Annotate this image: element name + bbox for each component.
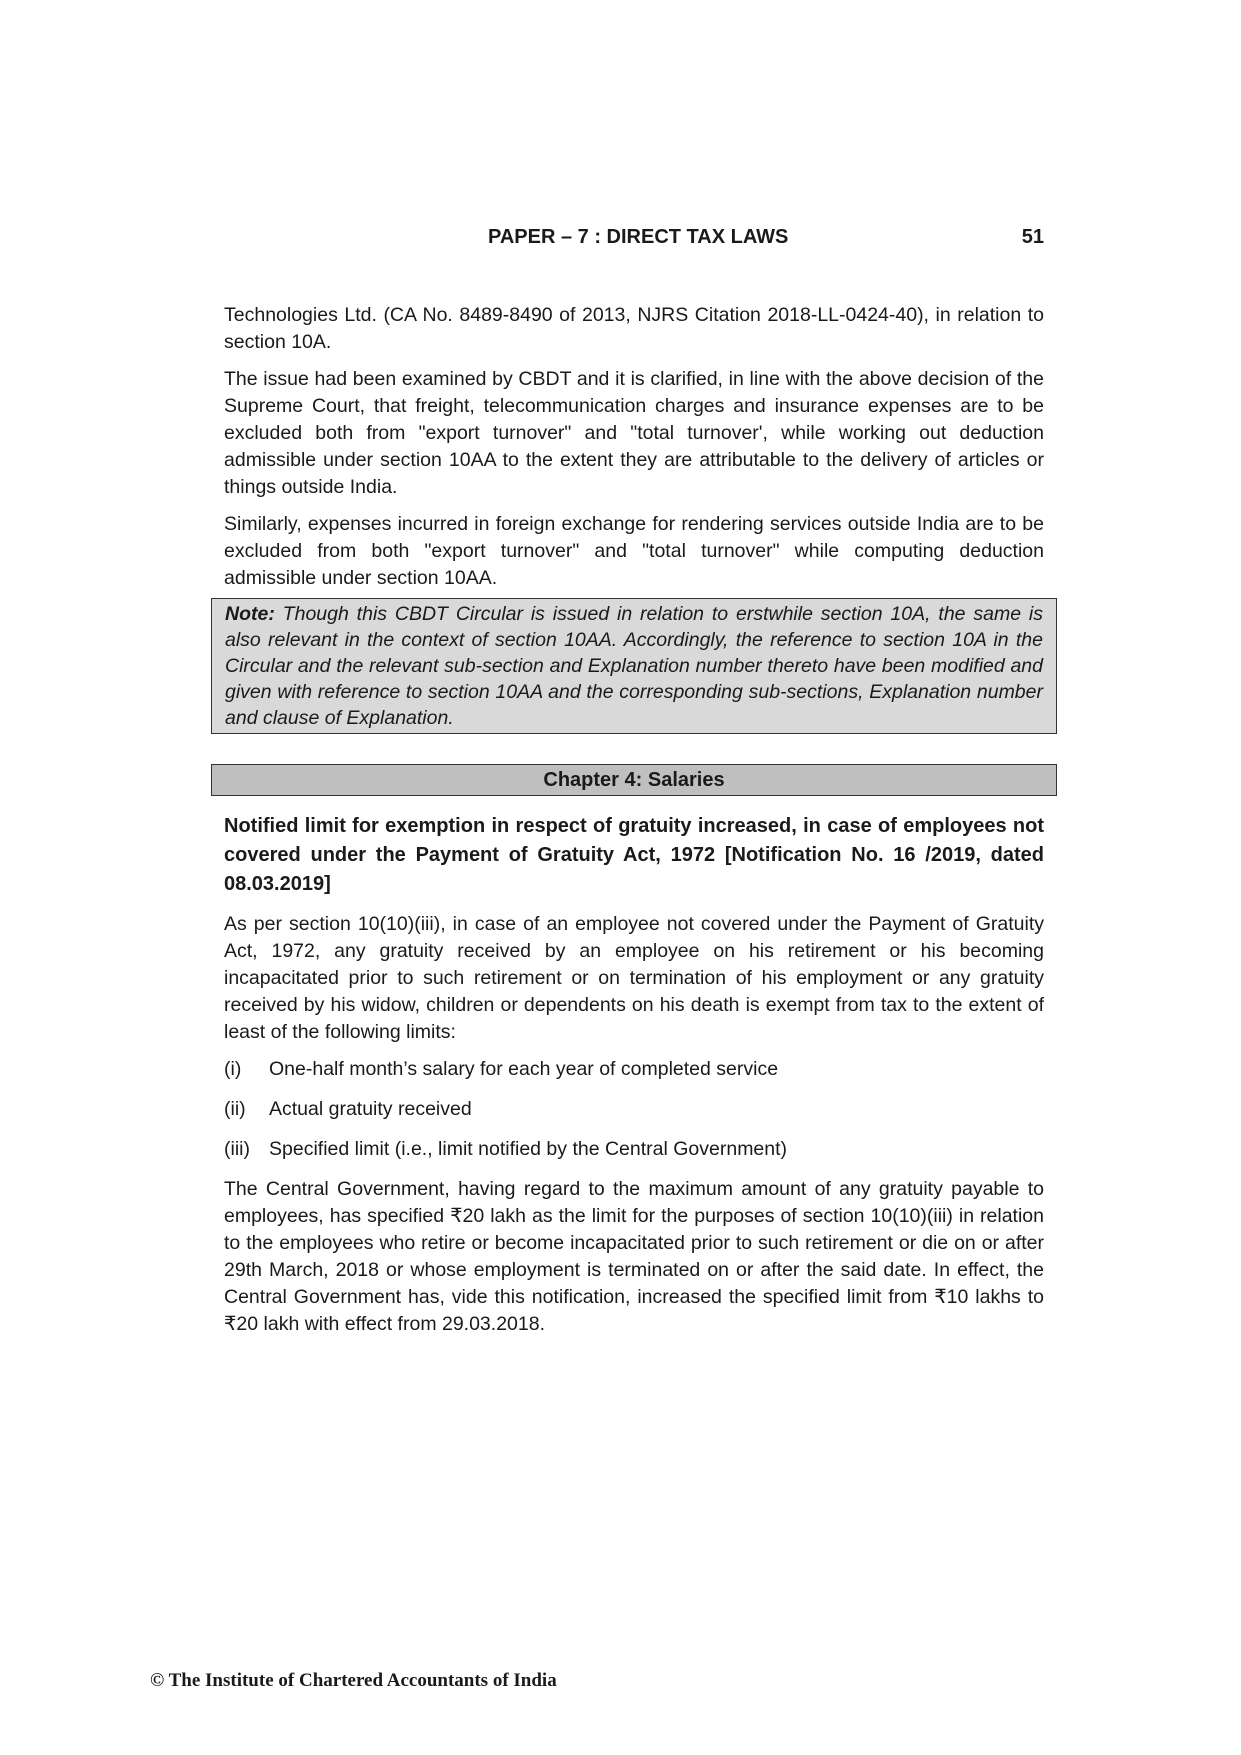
paragraph-continuation: Technologies Ltd. (CA No. 8489-8490 of 2013, NJRS Citation 2018-LL-0424-40), in relation to section 10A. bbox=[224, 304, 1044, 353]
page-number: 51 bbox=[1021, 226, 1044, 248]
running-header bbox=[224, 226, 1044, 256]
list-item bbox=[224, 1136, 1044, 1163]
list-item-text: One-half month’s salary for each year of completed service bbox=[269, 1058, 779, 1080]
note-label: Note: bbox=[225, 603, 275, 625]
list-item-text: Specified limit (i.e., limit notified by the Central Government) bbox=[269, 1138, 788, 1160]
list-marker: (iii) bbox=[224, 1138, 250, 1160]
note-text: Though this CBDT Circular is issued in relation to erstwhile section 10A, the same is also relevant in the context of section 10AA. Accordingly, the reference to section 10A in the Circular and the relevant sub-section and Explanation number thereto have been modified and given with reference to section 10AA and the corresponding sub-sections, Explanation number and clause of Explanation. bbox=[225, 603, 1043, 729]
paragraph-gratuity-limit: The Central Government, having regard to the maximum amount of any gratuity payable to employees, has specified ₹20 lakh as the limit for the purposes of section 10(10)(iii) in relation to the employees who retire or become incapacitated prior to such retirement or die on or after 29th March, 2018 or whose employment is terminated on or after the said date. In effect, the Central Government has, vide this notification, increased the specified limit from ₹10 lakhs to ₹20 lakh with effect from 29.03.2018. bbox=[224, 1178, 1044, 1335]
paragraph-foreign-exchange: Similarly, expenses incurred in foreign exchange for rendering services outside India are to be excluded from both "export turnover" and "total turnover" while computing deduction admissible under section 10AA. bbox=[224, 513, 1044, 589]
footer-copyright: © The Institute of Chartered Accountants of India bbox=[150, 1670, 557, 1691]
list-item bbox=[224, 1056, 1044, 1083]
chapter-heading-bar: Chapter 4: Salaries bbox=[211, 764, 1057, 796]
paper-title: PAPER – 7 : DIRECT TAX LAWS bbox=[488, 226, 789, 248]
note-box bbox=[211, 598, 1057, 734]
main-content bbox=[224, 302, 1044, 1348]
limits-list bbox=[224, 1056, 1044, 1163]
list-marker: (ii) bbox=[224, 1098, 246, 1120]
paragraph-gratuity-intro: As per section 10(10)(iii), in case of an employee not covered under the Payment of Gratuity Act, 1972, any gratuity received by an employee on his retirement or his becoming incapacitated prior to such retirement or on termination of his employment or any gratuity received by his widow, children or dependents on his death is exempt from tax to the extent of least of the following limits: bbox=[224, 913, 1044, 1043]
section-heading: Notified limit for exemption in respect of gratuity increased, in case of employees not covered under the Payment of Gratuity Act, 1972 [Notification No. 16 /2019, dated 08.03.2019] bbox=[224, 815, 1044, 895]
list-item-text: Actual gratuity received bbox=[269, 1098, 472, 1120]
list-marker: (i) bbox=[224, 1058, 242, 1080]
list-item bbox=[224, 1096, 1044, 1123]
paragraph-cbdt-clarification: The issue had been examined by CBDT and it is clarified, in line with the above decision of the Supreme Court, that freight, telecommunication charges and insurance expenses are to be excluded both from "export turnover" and "total turnover', while working out deduction admissible under section 10AA to the extent they are attributable to the delivery of articles or things outside India. bbox=[224, 368, 1044, 498]
